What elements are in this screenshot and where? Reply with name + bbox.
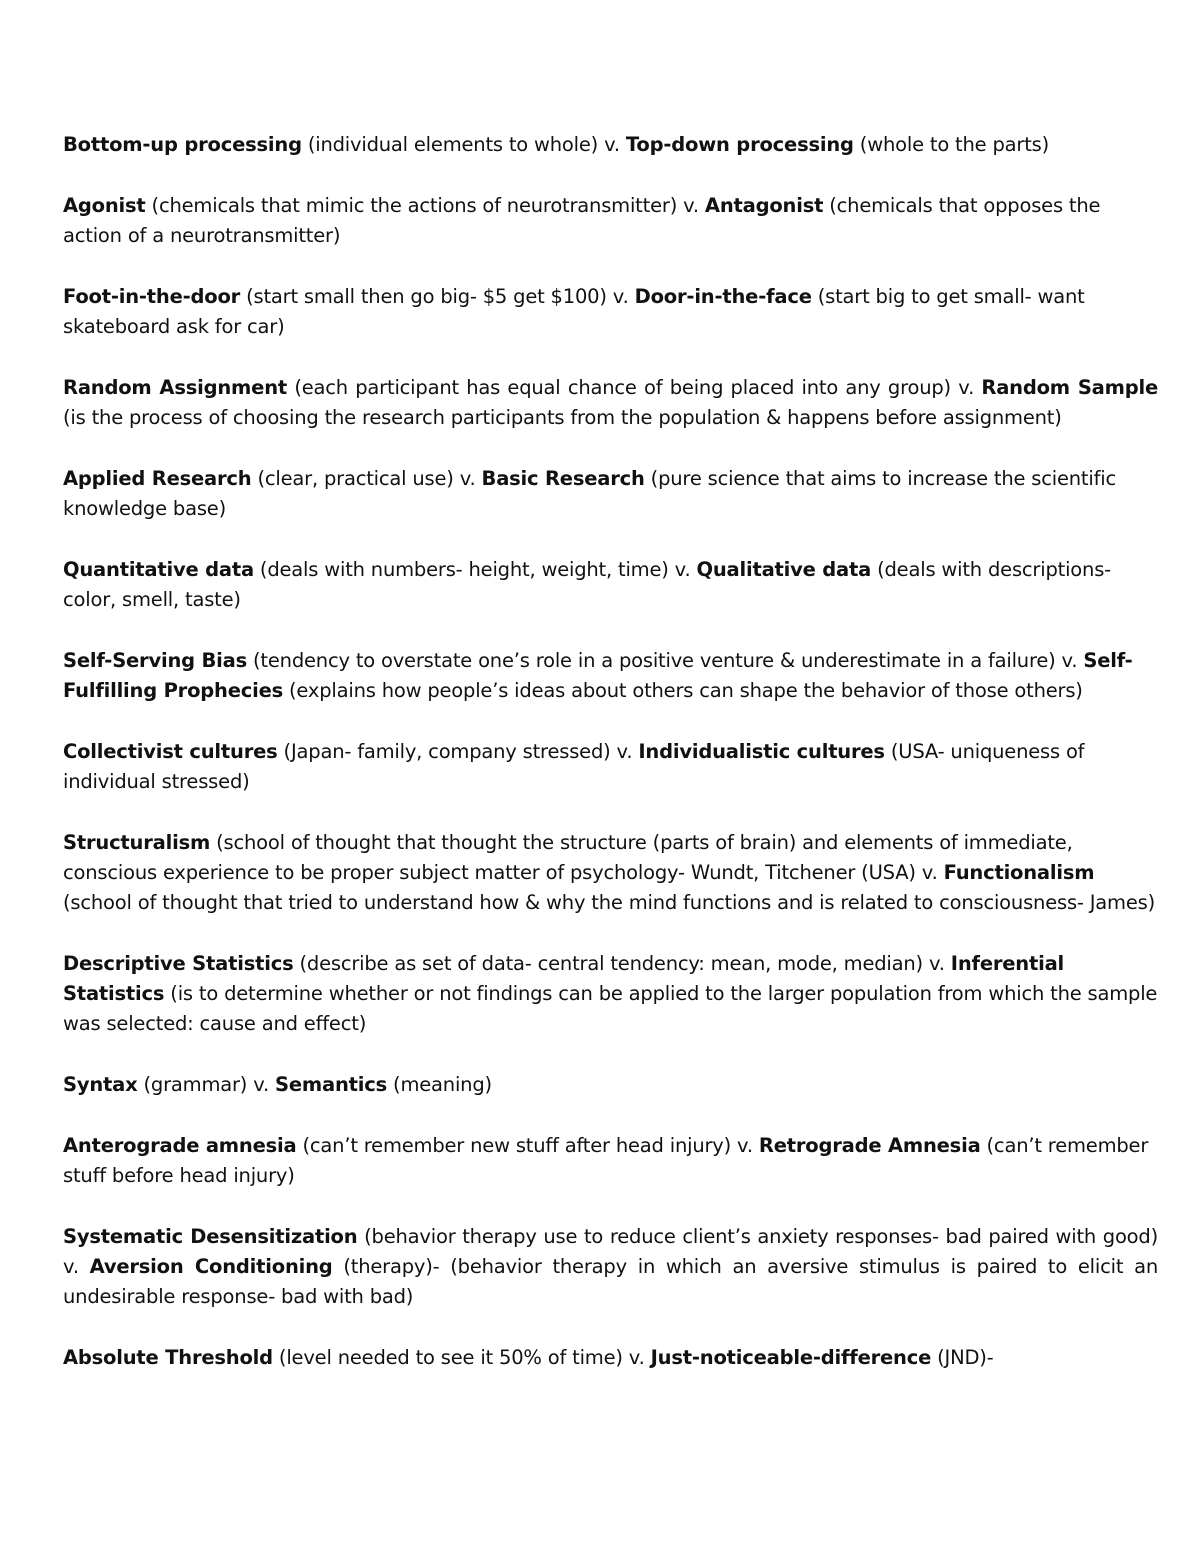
term-door-in-the-face: Door-in-the-face: [634, 285, 812, 308]
definition-bottom-up-processing: (individual elements to whole) v.: [301, 133, 626, 156]
term-inferential-statistics: Inferential Statistics: [63, 952, 1065, 1005]
definition-door-in-the-face: (start big to get small- want skateboard ask for car): [63, 285, 1085, 338]
document-page: [63, 130, 1158, 1404]
entry-schools-of-thought: [63, 828, 1158, 918]
definition-random-assignment: (each participant has equal chance of being placed into any group) v.: [287, 376, 982, 399]
definition-random-sample: (is the process of choosing the research participants from the population & happens before assignment): [63, 406, 1062, 429]
term-antagonist: Antagonist: [704, 194, 824, 217]
term-individualistic-cultures: Individualistic cultures: [638, 740, 885, 763]
term-qualitative-data: Qualitative data: [696, 558, 872, 581]
definition-functionalism: (school of thought that tried to understand how & why the mind functions and is related to consciousness- James): [63, 891, 1156, 914]
entry-language: [63, 1070, 1158, 1100]
term-retrograde-amnesia: Retrograde Amnesia: [758, 1134, 981, 1157]
entry-threshold: [63, 1343, 1158, 1373]
definition-systematic-desensitization: (behavior therapy use to reduce client’s anxiety responses- bad paired with good) v.: [63, 1225, 1158, 1278]
term-collectivist-cultures: Collectivist cultures: [63, 740, 278, 763]
definition-just-noticeable-difference: (JND)-: [931, 1346, 994, 1369]
definition-applied-research: (clear, practical use) v.: [251, 467, 482, 490]
term-quantitative-data: Quantitative data: [63, 558, 254, 581]
term-self-fulfilling-prophecies: Self-Fulfilling Prophecies: [63, 649, 1133, 702]
definition-basic-research: (pure science that aims to increase the scientific knowledge base): [63, 467, 1116, 520]
definition-top-down-processing: (whole to the parts): [853, 133, 1050, 156]
definition-individualistic-cultures: (USA- uniqueness of individual stressed): [63, 740, 1085, 793]
definition-absolute-threshold: (level needed to see it 50% of time) v.: [272, 1346, 651, 1369]
entry-persuasion: [63, 282, 1158, 342]
term-semantics: Semantics: [275, 1073, 388, 1096]
entry-random: [63, 373, 1158, 433]
definition-semantics: (meaning): [387, 1073, 492, 1096]
term-systematic-desensitization: Systematic Desensitization: [63, 1225, 358, 1248]
definition-inferential-statistics: (is to determine whether or not findings can be applied to the larger population from which the sample was selected: cause and effect): [63, 982, 1158, 1035]
term-applied-research: Applied Research: [63, 467, 252, 490]
definition-antagonist: (chemicals that opposes the action of a neurotransmitter): [63, 194, 1101, 247]
definition-qualitative-data: (deals with descriptions- color, smell, taste): [63, 558, 1111, 611]
term-anterograde-amnesia: Anterograde amnesia: [63, 1134, 297, 1157]
definition-self-fulfilling-prophecies: (explains how people’s ideas about others can shape the behavior of those others): [283, 679, 1083, 702]
term-just-noticeable-difference: Just-noticeable-difference: [650, 1346, 932, 1369]
definition-descriptive-statistics: (describe as set of data- central tendency: mean, mode, median) v.: [293, 952, 951, 975]
term-random-sample: Random Sample: [981, 376, 1159, 399]
definition-syntax: (grammar) v.: [137, 1073, 276, 1096]
term-random-assignment: Random Assignment: [63, 376, 288, 399]
term-absolute-threshold: Absolute Threshold: [63, 1346, 273, 1369]
definition-structuralism: (school of thought that thought the structure (parts of brain) and elements of immediate, conscious experience to be proper subject matter of psychology- Wundt, Titchener (USA) v.: [63, 831, 1073, 884]
definition-foot-in-the-door: (start small then go big- $5 get $100) v.: [240, 285, 635, 308]
term-basic-research: Basic Research: [481, 467, 645, 490]
definition-agonist: (chemicals that mimic the actions of neurotransmitter) v.: [145, 194, 705, 217]
definition-aversion-conditioning: (therapy)- (behavior therapy in which an aversive stimulus is paired to elicit an undesirable response- bad with bad): [63, 1255, 1158, 1308]
term-functionalism: Functionalism: [943, 861, 1095, 884]
entry-research: [63, 464, 1158, 524]
term-bottom-up-processing: Bottom-up processing: [63, 133, 302, 156]
term-aversion-conditioning: Aversion Conditioning: [89, 1255, 333, 1278]
definition-quantitative-data: (deals with numbers- height, weight, time) v.: [253, 558, 697, 581]
entry-amnesia: [63, 1131, 1158, 1191]
definition-retrograde-amnesia: (can’t remember stuff before head injury): [63, 1134, 1149, 1187]
entry-processing: [63, 130, 1158, 160]
entry-self: [63, 646, 1158, 706]
definition-self-serving-bias: (tendency to overstate one’s role in a positive venture & underestimate in a failure) v.: [247, 649, 1084, 672]
term-self-serving-bias: Self-Serving Bias: [63, 649, 248, 672]
definition-collectivist-cultures: (Japan- family, company stressed) v.: [277, 740, 639, 763]
term-structuralism: Structuralism: [63, 831, 211, 854]
definition-anterograde-amnesia: (can’t remember new stuff after head injury) v.: [296, 1134, 759, 1157]
entry-data: [63, 555, 1158, 615]
entry-agonist: [63, 191, 1158, 251]
term-descriptive-statistics: Descriptive Statistics: [63, 952, 294, 975]
term-top-down-processing: Top-down processing: [625, 133, 854, 156]
term-foot-in-the-door: Foot-in-the-door: [63, 285, 241, 308]
entry-statistics: [63, 949, 1158, 1039]
entry-therapy: [63, 1222, 1158, 1312]
term-syntax: Syntax: [63, 1073, 138, 1096]
term-agonist: Agonist: [63, 194, 146, 217]
entry-cultures: [63, 737, 1158, 797]
